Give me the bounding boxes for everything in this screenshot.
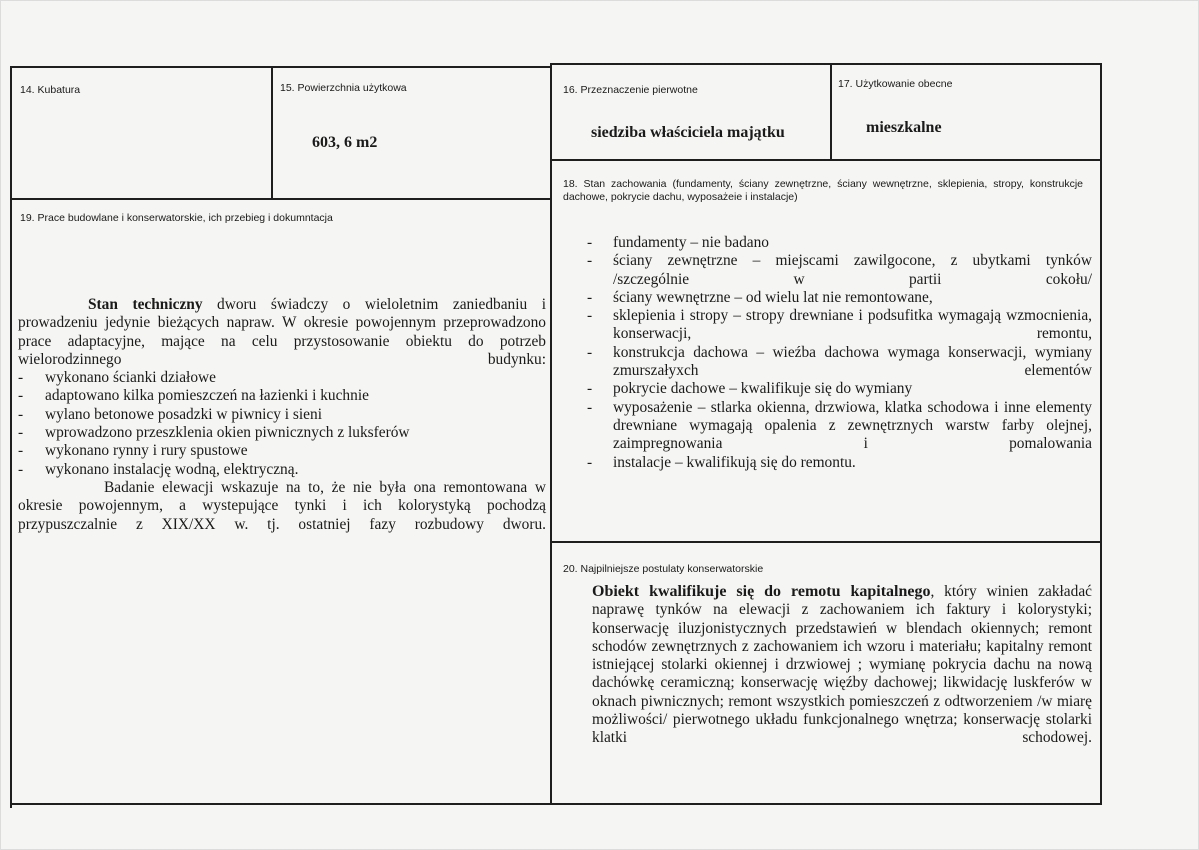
col-divider-16-17	[830, 63, 832, 161]
list-item: - instalacje – kwalifikują się do remontu.	[586, 454, 1092, 472]
row-divider-left	[10, 198, 552, 200]
list-item: - wprowadzono przeszklenia okien piwnicznych z luksferów	[18, 424, 546, 442]
field-label-prace-budowlane: 19. Prace budowlane i konserwatorskie, ich przebieg i dokumntacja	[20, 212, 333, 224]
postulaty-text: , który winien zakładać naprawę tynków na elewacji z zachowaniem ich faktury i kolorystyki; konserwację iluzjonistycznych przedstawień w blendach okiennych; remont schodów zewnętrznych z zachowaniem ich wzoru i materiału; kapitalny remont istniejącej stolarki okiennej i drzwiowej ; wymianę pokrycia dachu na nową dachówkę ceramiczną; konserwację więźby dachowej; likwidację luskferów w oknach piwnicznych; remont wszystkich pomieszczeń z odtworzeniem /w miarę możliwości/ pierwotnego układu funkcjonalnego wnętrza; konserwację stolarki klatki schodowej.	[592, 583, 1092, 747]
field-label-powierzchnia: 15. Powierzchnia użytkowa	[280, 82, 407, 94]
list-item: - wykonano ścianki działowe	[18, 369, 546, 387]
prace-closing-paragraph: Badanie elewacji wskazuje na to, że nie była ona remontowana w okresie powojennym, a wystepujące tynki i ich kolorystyką pochodzą przypuszczalnie z XIX/XX w. tj. ostatniej fazy rozbudowy dworu.	[18, 478, 546, 533]
prace-budowlane-content	[18, 296, 546, 534]
field-value-uzytkowanie: mieszkalne	[866, 119, 942, 136]
list-item: - ściany zewnętrzne – miejscami zawilgocone, z ubytkami tynków /szczególnie w partii cokołu/	[586, 252, 1092, 289]
row-divider-right-top	[550, 159, 1102, 161]
postulaty-bold: Obiekt kwalifikuje się do remotu kapitalnego	[592, 583, 931, 600]
col-divider-14-15	[271, 66, 273, 199]
table-border-bottom	[10, 803, 1102, 805]
field-label-przeznaczenie: 16. Przeznaczenie pierwotne	[563, 84, 698, 96]
list-item: - sklepienia i stropy – stropy drewniane i podsufitka wymagają wzmocnienia, konserwacji, remontu,	[586, 307, 1092, 344]
list-item: - adaptowano kilka pomieszczeń na łazienki i kuchnie	[18, 387, 546, 405]
list-item: - wyposażenie – stlarka okienna, drzwiowa, klatka schodowa i inne elementy drewniane wymagają opalenia z zewnętrznych warstw farby olejnej, zaimpregnowania i pomalowania	[586, 399, 1092, 454]
list-item: - wylano betonowe posadzki w piwnicy i sieni	[18, 406, 546, 424]
table-border-right	[1100, 63, 1102, 805]
list-item: - ściany wewnętrzne – od wielu lat nie remontowane,	[586, 289, 1092, 307]
field-value-powierzchnia: 603, 6 m2	[312, 134, 378, 151]
table-border-left	[10, 66, 12, 808]
field-value-przeznaczenie: siedziba właściciela majątku	[591, 124, 785, 141]
list-item: - konstrukcja dachowa – wieźba dachowa wymaga konserwacji, wymiany zmurszałyxch elementów	[586, 344, 1092, 381]
list-item: - fundamenty – nie badano	[586, 234, 1092, 252]
field-label-uzytkowanie: 17. Użytkowanie obecne	[838, 78, 953, 90]
prace-intro-paragraph	[18, 296, 546, 369]
field-label-kubatura: 14. Kubatura	[20, 84, 81, 96]
prace-intro-bold: Stan techniczny	[88, 296, 203, 313]
table-border-top	[10, 66, 552, 68]
field-label-stan-zachowania: 18. Stan zachowania (fundamenty, ściany zewnętrzne, ściany wewnętrzne, sklepienia, stropy, konstrukcje dachowe, pokrycie dachu, wyposażeie i instalacje)	[563, 178, 1083, 203]
postulaty-paragraph	[592, 583, 1092, 748]
list-item: - wykonano rynny i rury spustowe	[18, 442, 546, 460]
col-divider-center	[550, 63, 552, 805]
prace-intro-text: dworu świadczy o wieloletnim zaniedbaniu i prowadzeniu jedynie bieżących napraw. W okresie powojennym przeprowadzono prace adaptacyjne, mające na celu przystosowanie obiektu do potrzeb wielorodzinnego budynku:	[18, 296, 546, 368]
row-divider-right-mid	[550, 541, 1102, 543]
stan-zachowania-list	[586, 234, 1092, 472]
list-item: - wykonano instalację wodną, elektryczną.	[18, 461, 546, 479]
postulaty-content	[592, 583, 1092, 748]
list-item: - pokrycie dachowe – kwalifikuje się do wymiany	[586, 380, 1092, 398]
stan-zachowania-content	[586, 234, 1092, 472]
table-border-top-right	[552, 63, 1102, 65]
field-label-postulaty: 20. Najpilniejsze postulaty konserwatorskie	[563, 563, 764, 575]
prace-list	[18, 369, 546, 479]
